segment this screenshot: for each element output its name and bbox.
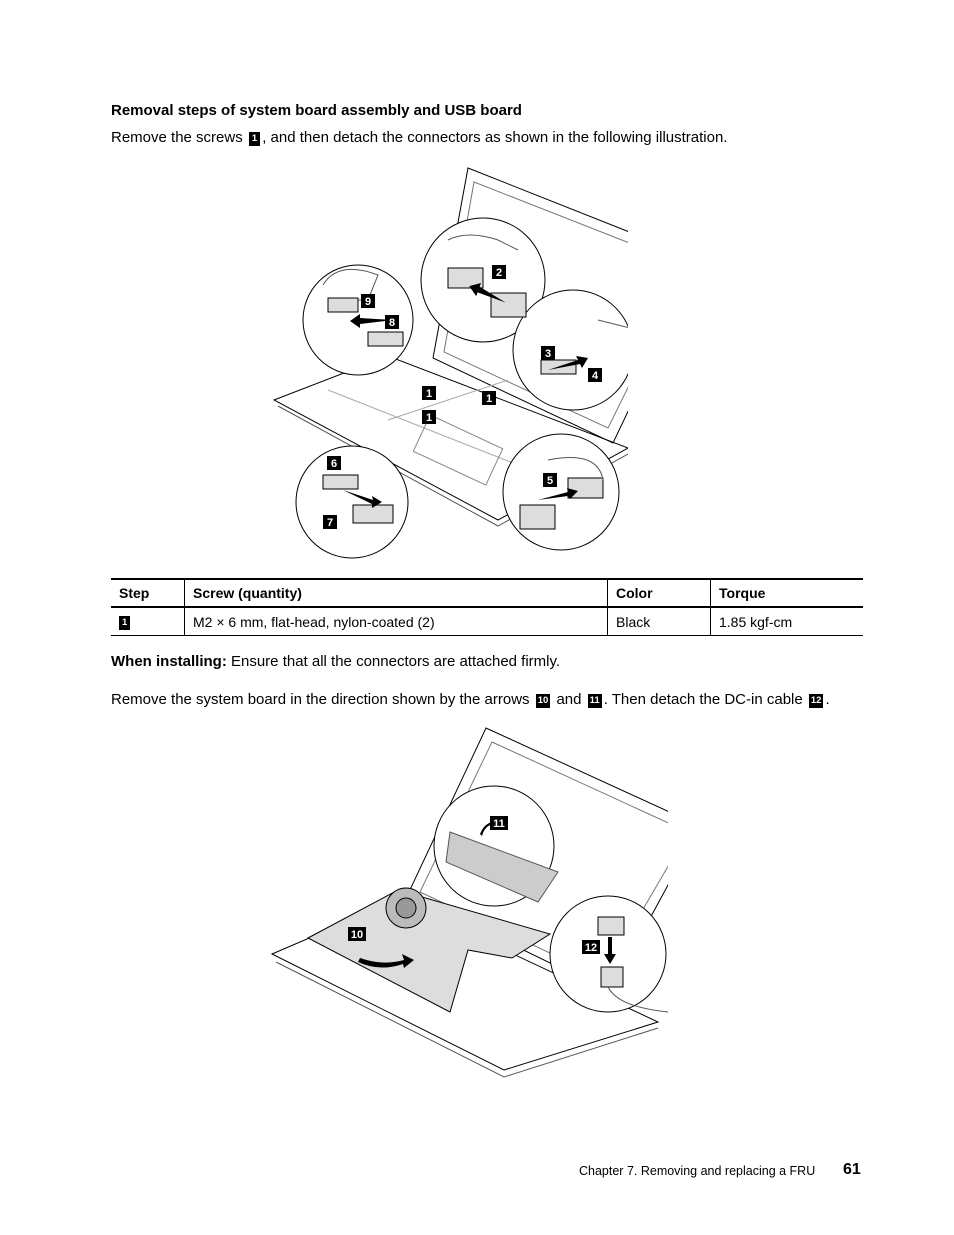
callout-4: 4	[591, 370, 599, 382]
callout-3: 3	[544, 348, 552, 360]
instruction-part1: Remove the system board in the direction shown by the arrows	[111, 691, 534, 708]
instruction-paragraph	[111, 691, 830, 708]
intro-text-after: , and then detach the connectors as shown in the following illustration.	[262, 129, 728, 146]
callout-5: 5	[546, 475, 554, 487]
header-step: Step	[111, 579, 185, 607]
system-board	[308, 890, 550, 1012]
section-title: Removal steps of system board assembly and USB board	[111, 102, 522, 119]
cell-torque: 1.85 kgf-cm	[711, 607, 864, 636]
callout-1b: 1	[485, 393, 493, 405]
footer-chapter: Chapter 7. Removing and replacing a FRU	[579, 1164, 816, 1178]
figure-system-board-connectors	[268, 160, 628, 560]
instruction-part4: .	[825, 691, 830, 708]
intro-paragraph	[111, 129, 727, 146]
zoom-circle-3-4	[513, 290, 628, 410]
callout-1c: 1	[425, 412, 433, 424]
step-badge: 1	[249, 132, 260, 146]
intro-text-before: Remove the screws	[111, 129, 247, 146]
callout-1a: 1	[425, 388, 433, 400]
table-header-row	[111, 579, 863, 607]
when-installing-note	[111, 653, 560, 670]
callout-7: 7	[326, 517, 334, 529]
callout-6: 6	[330, 458, 338, 470]
zoom-circle-6-7	[296, 446, 408, 558]
header-color: Color	[608, 579, 711, 607]
callout-12: 12	[584, 942, 598, 954]
cell-step	[111, 607, 185, 636]
screw-spec-table	[111, 578, 863, 636]
figure-system-board-removal	[268, 722, 668, 1082]
table-row	[111, 607, 863, 636]
page-number: 61	[843, 1161, 861, 1178]
header-screw: Screw (quantity)	[185, 579, 608, 607]
step-badge-10: 10	[537, 695, 549, 706]
callout-2: 2	[495, 267, 503, 279]
when-installing-label: When installing:	[111, 653, 227, 670]
cell-color: Black	[608, 607, 711, 636]
callout-10: 10	[350, 929, 364, 941]
step-badge: 1	[119, 616, 130, 630]
header-torque: Torque	[711, 579, 864, 607]
step-badge-12: 12	[810, 695, 822, 706]
step-badge-11: 11	[589, 695, 600, 706]
instruction-part3: . Then detach the DC-in cable	[603, 691, 807, 708]
instruction-part2: and	[552, 691, 586, 708]
callout-9: 9	[364, 296, 372, 308]
cell-screw: M2 × 6 mm, flat-head, nylon-coated (2)	[185, 607, 608, 636]
callout-8: 8	[388, 317, 396, 329]
when-installing-text: Ensure that all the connectors are attached firmly.	[226, 653, 561, 670]
callout-11: 11	[493, 818, 505, 830]
